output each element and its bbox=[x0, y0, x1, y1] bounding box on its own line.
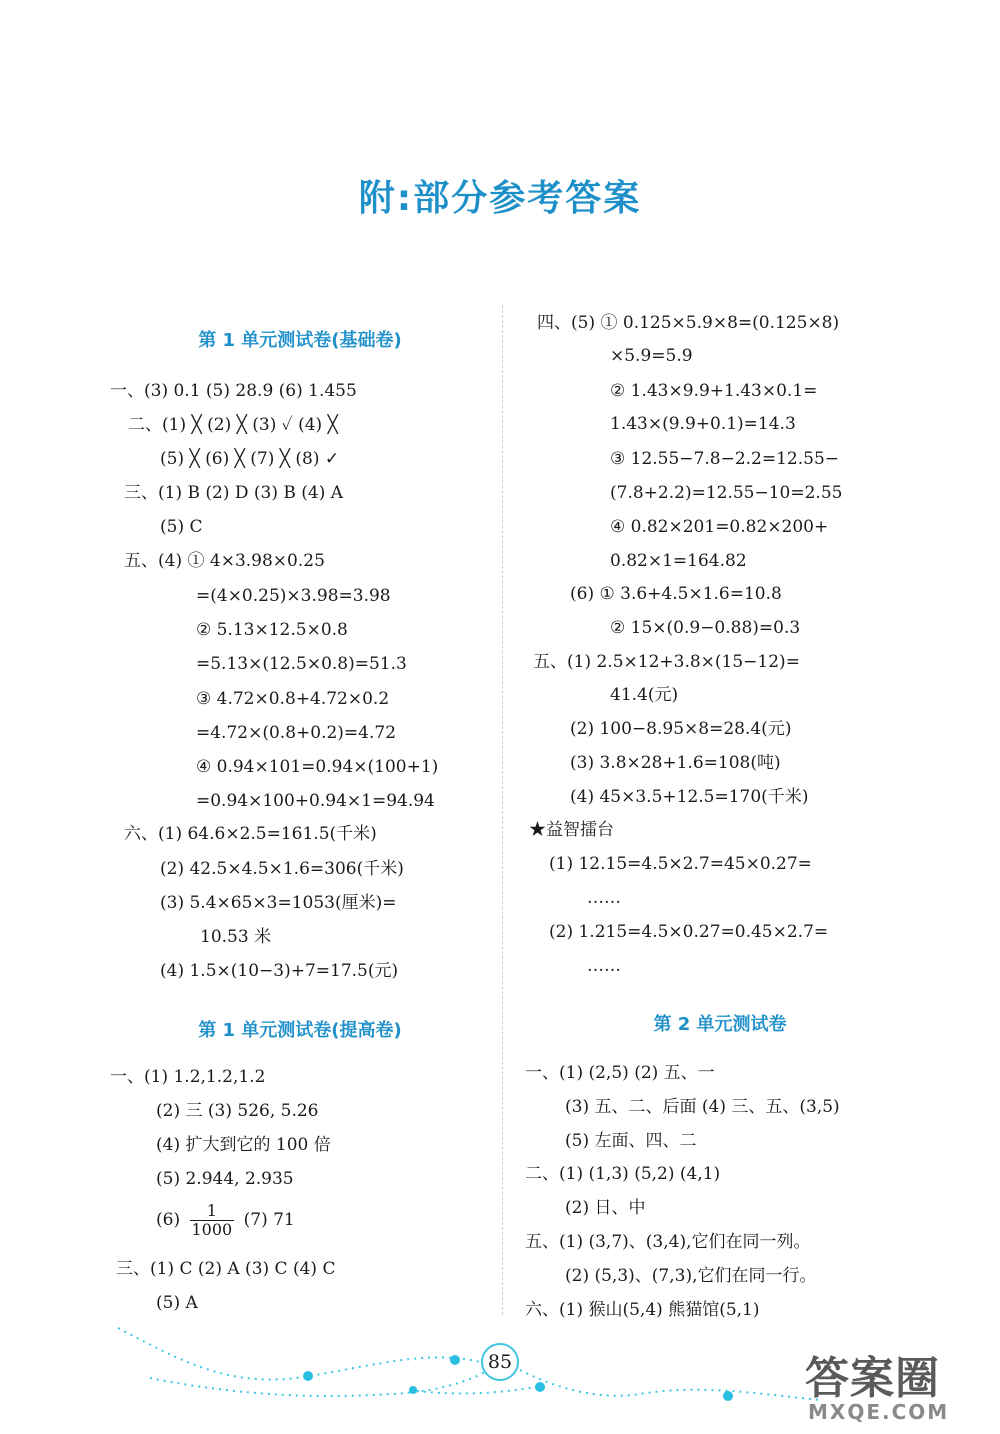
answer-line: 五、(1) (3,7)、(3,4),它们在同一列。 bbox=[525, 1232, 811, 1252]
section-heading-unit2: 第 2 单元测试卷 bbox=[653, 1014, 787, 1035]
answer-line: (6) ① 3.6+4.5×1.6=10.8 bbox=[570, 584, 782, 604]
answer-line: ④ 0.94×101=0.94×(100+1) bbox=[196, 757, 439, 777]
wave-dotted-line-3 bbox=[520, 1370, 820, 1400]
answer-line: =4.72×(0.8+0.2)=4.72 bbox=[196, 723, 397, 743]
puzzle-heading: ★益智擂台 bbox=[529, 820, 614, 840]
fraction-denominator: 1000 bbox=[191, 1220, 233, 1239]
answer-line: (3) 5.4×65×3=1053(厘米)= bbox=[160, 893, 397, 913]
column-divider bbox=[502, 305, 503, 1315]
answer-line: =5.13×(12.5×0.8)=51.3 bbox=[196, 654, 407, 674]
answer-line: 二、(1) (1,3) (5,2) (4,1) bbox=[525, 1164, 721, 1184]
page-title: 附:部分参考答案 bbox=[358, 178, 642, 219]
item-label: (6) bbox=[156, 1210, 181, 1230]
watermark-logo: 答案圈 bbox=[805, 1353, 940, 1404]
answer-line: 六、(1) 64.6×2.5=161.5(千米) bbox=[124, 824, 377, 844]
answer-line: ③ 4.72×0.8+4.72×0.2 bbox=[196, 689, 390, 709]
answer-line: 一、(3) 0.1 (5) 28.9 (6) 1.455 bbox=[110, 381, 357, 401]
answer-line: 三、(1) B (2) D (3) B (4) A bbox=[124, 483, 344, 503]
answer-line: (5) 左面、四、二 bbox=[565, 1131, 697, 1151]
wave-dotted-line-2 bbox=[150, 1372, 485, 1396]
answer-line: …… bbox=[587, 888, 621, 908]
wave-dot bbox=[409, 1386, 417, 1394]
answer-line: (4) 1.5×(10−3)+7=17.5(元) bbox=[160, 961, 399, 981]
answer-line: (3) 五、二、后面 (4) 三、五、(3,5) bbox=[565, 1097, 840, 1117]
answer-line: (5) C bbox=[160, 517, 203, 537]
answer-line: =(4×0.25)×3.98=3.98 bbox=[196, 586, 391, 606]
answer-line: ② 15×(0.9−0.88)=0.3 bbox=[610, 618, 801, 638]
answer-line: 一、(1) (2,5) (2) 五、一 bbox=[525, 1063, 715, 1083]
watermark-url: MXQE.COM bbox=[808, 1400, 950, 1424]
answer-line: 1.43×(9.9+0.1)=14.3 bbox=[610, 414, 796, 434]
answer-line: (5) ╳ (6) ╳ (7) ╳ (8) ✓ bbox=[160, 449, 340, 469]
page-number: 85 bbox=[487, 1351, 513, 1373]
wave-dot bbox=[535, 1382, 545, 1392]
answer-line: (2) 日、中 bbox=[565, 1198, 646, 1218]
answer-line: ④ 0.82×201=0.82×200+ bbox=[610, 517, 829, 537]
answer-line: (5) 2.944, 2.935 bbox=[156, 1169, 294, 1189]
answer-line: 一、(1) 1.2,1.2,1.2 bbox=[110, 1067, 266, 1087]
answer-line: (2) 三 (3) 526, 5.26 bbox=[156, 1101, 319, 1121]
answer-line: ③ 12.55−7.8−2.2=12.55− bbox=[610, 449, 840, 469]
wave-dot bbox=[450, 1355, 460, 1365]
answer-line: 二、(1) ╳ (2) ╳ (3) ✓ (4) ╳ bbox=[128, 415, 338, 435]
wave-dotted-line-1 bbox=[118, 1328, 480, 1380]
wave-dot bbox=[723, 1391, 733, 1401]
answer-line: =0.94×100+0.94×1=94.94 bbox=[196, 791, 435, 811]
answer-line: 五、(4) ① 4×3.98×0.25 bbox=[124, 551, 325, 571]
section-heading-unit1-advanced: 第 1 单元测试卷(提高卷) bbox=[198, 1020, 402, 1041]
answer-line: 四、(5) ① 0.125×5.9×8=(0.125×8) bbox=[537, 313, 840, 333]
answer-line-fraction bbox=[156, 1202, 295, 1239]
fraction bbox=[190, 1202, 235, 1239]
answer-line: …… bbox=[587, 956, 621, 976]
answer-line: (3) 3.8×28+1.6=108(吨) bbox=[570, 753, 781, 773]
answer-line: (2) 100−8.95×8=28.4(元) bbox=[570, 719, 792, 739]
answer-line: (7.8+2.2)=12.55−10=2.55 bbox=[610, 483, 843, 503]
answer-line: 六、(1) 猴山(5,4) 熊猫馆(5,1) bbox=[525, 1300, 760, 1320]
answer-line: (1) 12.15=4.5×2.7=45×0.27= bbox=[549, 854, 812, 874]
answer-line: ×5.9=5.9 bbox=[610, 346, 693, 366]
answer-line: (5) A bbox=[156, 1293, 198, 1313]
wave-dot bbox=[303, 1371, 313, 1381]
answer-line: 0.82×1=164.82 bbox=[610, 551, 747, 571]
answer-line: 五、(1) 2.5×12+3.8×(15−12)= bbox=[533, 652, 800, 672]
answer-line: 三、(1) C (2) A (3) C (4) C bbox=[116, 1259, 336, 1279]
answer-line: 10.53 米 bbox=[200, 927, 272, 947]
section-heading-unit1-basic: 第 1 单元测试卷(基础卷) bbox=[198, 330, 402, 351]
answer-line: ② 1.43×9.9+1.43×0.1= bbox=[610, 381, 818, 401]
answer-line: (4) 45×3.5+12.5=170(千米) bbox=[570, 787, 809, 807]
answer-line: (2) 42.5×4.5×1.6=306(千米) bbox=[160, 859, 404, 879]
answer-line: (2) (5,3)、(7,3),它们在同一行。 bbox=[565, 1266, 817, 1286]
item-answer: (7) 71 bbox=[243, 1210, 295, 1230]
answer-line: ② 5.13×12.5×0.8 bbox=[196, 620, 348, 640]
answer-line: (2) 1.215=4.5×0.27=0.45×2.7= bbox=[549, 922, 829, 942]
answer-line: 41.4(元) bbox=[610, 685, 679, 705]
answer-line: (4) 扩大到它的 100 倍 bbox=[156, 1135, 331, 1155]
fraction-numerator: 1 bbox=[190, 1202, 235, 1221]
